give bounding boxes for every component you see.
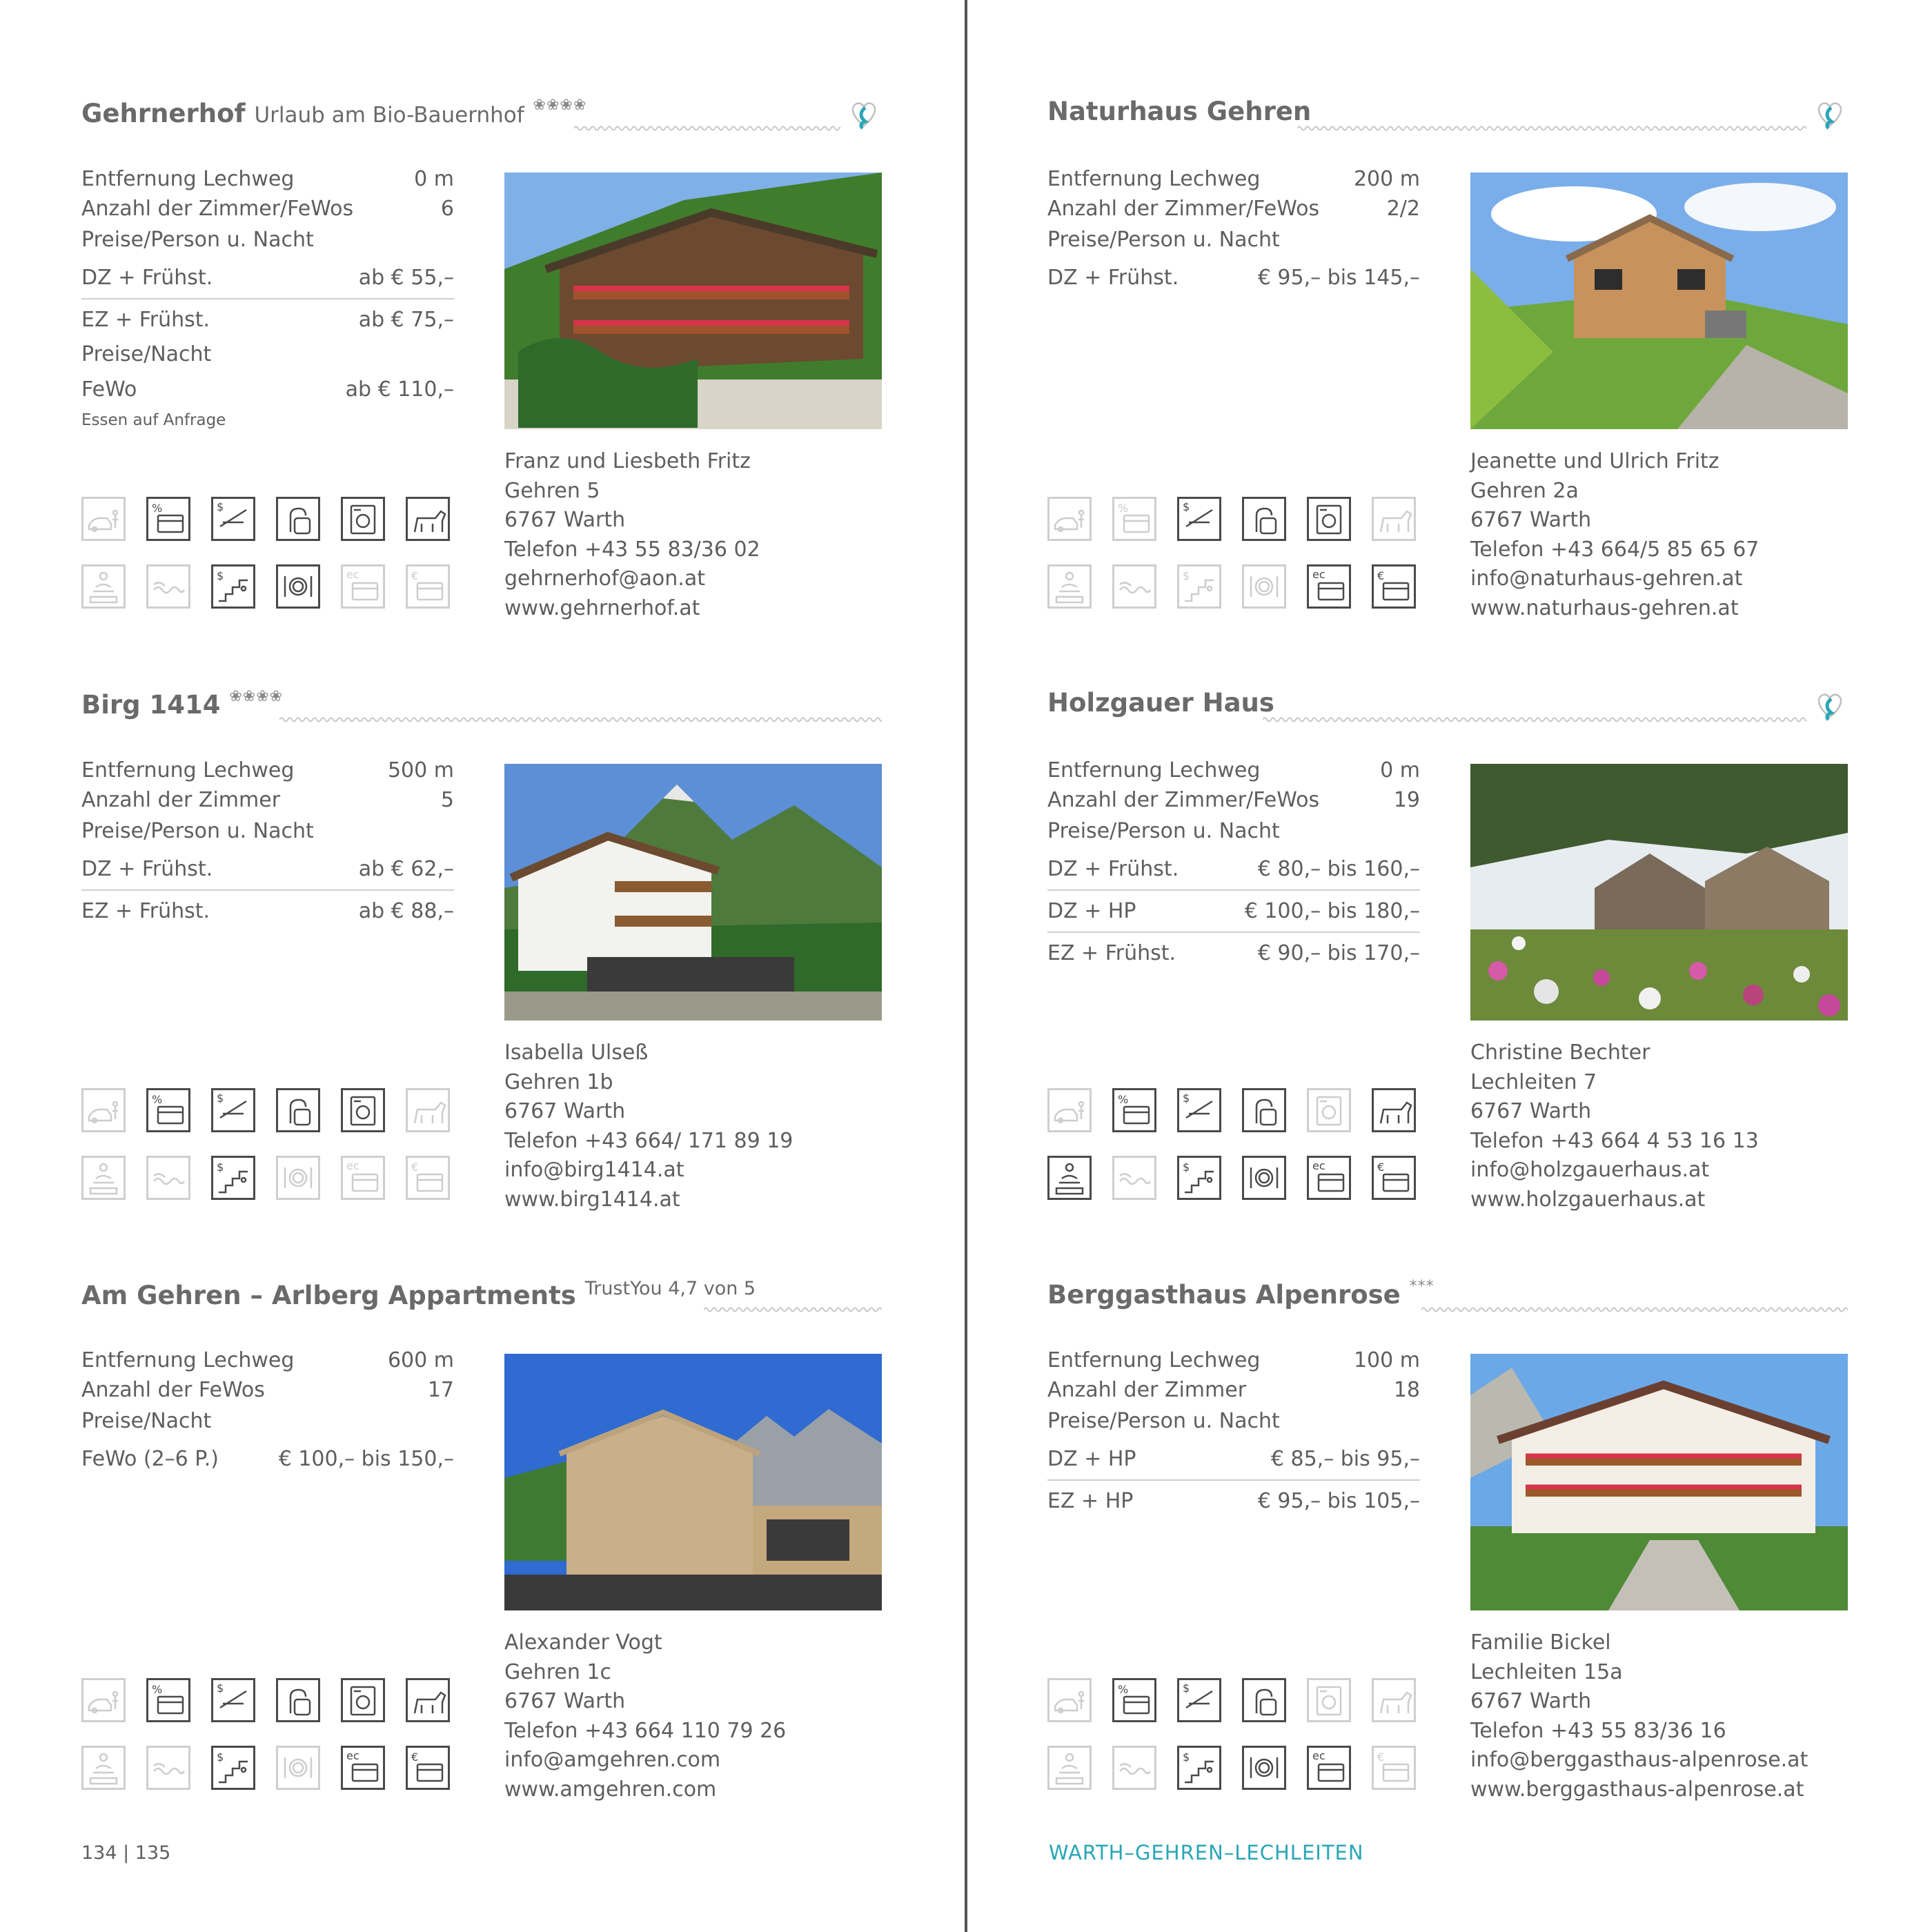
cup-icon bbox=[1242, 1088, 1286, 1132]
svg-text:%: % bbox=[1118, 502, 1129, 515]
sauna-icon bbox=[1112, 564, 1156, 609]
dog-icon bbox=[406, 497, 450, 541]
sauna-icon bbox=[1112, 1156, 1156, 1200]
facts-list bbox=[1047, 756, 1420, 815]
fact-row bbox=[81, 194, 454, 224]
decorative-wave-line bbox=[574, 121, 840, 135]
star-rating: ❀❀❀❀ bbox=[229, 688, 284, 705]
contact-email[interactable]: info@naturhaus-gehren.at bbox=[1470, 566, 1743, 591]
svg-text:€: € bbox=[1377, 1751, 1385, 1764]
price-value: ab € 110,– bbox=[345, 377, 454, 402]
contact-phone: Telefon +43 664/5 85 65 67 bbox=[1470, 537, 1759, 562]
entry-title bbox=[81, 688, 283, 720]
contact-city: 6767 Warth bbox=[504, 508, 626, 532]
contact-name: Isabella Ulseß bbox=[504, 1041, 649, 1065]
stairs-icon bbox=[1177, 1156, 1221, 1200]
euro-card-icon bbox=[1372, 1156, 1416, 1200]
svg-text:$: $ bbox=[1183, 500, 1190, 513]
accommodation-entry bbox=[81, 673, 882, 1225]
price-value: € 95,– bis 105,– bbox=[1257, 1488, 1420, 1513]
accommodation-name: Gehrnerhof bbox=[81, 99, 246, 128]
price-row bbox=[81, 299, 454, 340]
contact-email[interactable]: info@berggasthaus-alpenrose.at bbox=[1470, 1748, 1808, 1772]
svg-text:$: $ bbox=[217, 1161, 224, 1174]
entry-title bbox=[81, 97, 586, 128]
massage-icon bbox=[81, 1746, 126, 1790]
contact-street: Gehren 2a bbox=[1470, 478, 1579, 503]
contact-name: Alexander Vogt bbox=[504, 1630, 662, 1655]
washing-machine-icon bbox=[1307, 1088, 1351, 1132]
massage-icon bbox=[1047, 1156, 1092, 1200]
cup-icon bbox=[276, 1678, 320, 1722]
price-row bbox=[81, 257, 454, 299]
price-row bbox=[1047, 1438, 1420, 1481]
fact-value: 0 m bbox=[414, 167, 454, 191]
price-label: EZ + Frühst. bbox=[1047, 940, 1176, 965]
svg-text:%: % bbox=[1118, 1093, 1129, 1106]
fact-label: Anzahl der Zimmer bbox=[81, 788, 281, 812]
fact-row bbox=[1047, 194, 1420, 224]
fact-value: 2/2 bbox=[1386, 197, 1420, 221]
fact-row bbox=[81, 1346, 454, 1375]
accommodation-name: Berggasthaus Alpenrose bbox=[1047, 1280, 1401, 1310]
massage-icon bbox=[1047, 1746, 1092, 1790]
facts-list bbox=[1047, 164, 1420, 224]
fact-label: Anzahl der Zimmer/FeWos bbox=[1047, 197, 1320, 221]
accommodation-entry bbox=[1047, 673, 1848, 1225]
svg-text:ec: ec bbox=[1312, 1749, 1325, 1762]
contact-street: Lechleiten 15a bbox=[1470, 1659, 1623, 1684]
svg-text:ec: ec bbox=[1312, 1159, 1325, 1172]
price-row bbox=[81, 368, 454, 410]
svg-text:%: % bbox=[152, 1093, 163, 1106]
cup-icon bbox=[1242, 1678, 1286, 1722]
svg-text:ec: ec bbox=[346, 1159, 359, 1172]
car-person-icon bbox=[1047, 497, 1092, 541]
accommodation-photo bbox=[1470, 172, 1848, 429]
discount-card-icon bbox=[1112, 1088, 1156, 1132]
fact-label: Anzahl der Zimmer/FeWos bbox=[81, 197, 354, 221]
trustyou-rating: TrustYou 4,7 von 5 bbox=[584, 1278, 756, 1299]
fact-label: Anzahl der Zimmer bbox=[1047, 1378, 1247, 1402]
svg-text:ec: ec bbox=[346, 568, 359, 581]
dining-icon bbox=[1242, 1746, 1286, 1790]
food-note: Essen auf Anfrage bbox=[81, 411, 226, 429]
fact-value: 500 m bbox=[387, 758, 454, 782]
no-smoking-icon bbox=[211, 497, 255, 541]
price-value: € 100,– bis 180,– bbox=[1244, 898, 1420, 923]
fact-row bbox=[1047, 1346, 1420, 1375]
cup-icon bbox=[276, 497, 320, 541]
svg-text:$: $ bbox=[1183, 569, 1190, 582]
car-person-icon bbox=[1047, 1088, 1092, 1132]
fact-row bbox=[81, 756, 454, 785]
prices-heading: Preise/Person u. Nacht bbox=[1047, 228, 1280, 252]
price-label: FeWo bbox=[81, 377, 137, 402]
amenity-icons bbox=[81, 1088, 458, 1211]
svg-text:$: $ bbox=[217, 500, 224, 513]
dining-icon bbox=[276, 1156, 320, 1200]
price-row bbox=[1047, 932, 1420, 974]
stairs-icon bbox=[211, 564, 255, 609]
heart-icon bbox=[1813, 97, 1846, 130]
dog-icon bbox=[1372, 497, 1416, 541]
decorative-wave-line bbox=[1421, 1303, 1848, 1317]
accommodation-photo bbox=[504, 764, 882, 1021]
entry-title bbox=[81, 1278, 756, 1310]
svg-text:€: € bbox=[1377, 1161, 1385, 1174]
contact-website[interactable]: www.amgehren.com bbox=[504, 1777, 717, 1802]
prices-heading: Preise/Person u. Nacht bbox=[1047, 1409, 1280, 1433]
contact-name: Christine Bechter bbox=[1470, 1041, 1650, 1065]
price-value: € 95,– bis 145,– bbox=[1257, 265, 1420, 290]
stairs-icon bbox=[1177, 1746, 1221, 1790]
no-smoking-icon bbox=[211, 1678, 255, 1722]
svg-text:ec: ec bbox=[1312, 568, 1325, 581]
contact-website[interactable]: www.birg1414.at bbox=[504, 1187, 680, 1212]
contact-block bbox=[1470, 1628, 1857, 1804]
fact-value: 18 bbox=[1393, 1378, 1420, 1402]
fact-row bbox=[1047, 164, 1420, 194]
fact-value: 600 m bbox=[387, 1348, 454, 1372]
accommodation-entry bbox=[1047, 81, 1848, 633]
amenity-icons bbox=[81, 497, 458, 620]
euro-card-icon bbox=[1372, 564, 1416, 609]
star-rating: *** bbox=[1409, 1278, 1435, 1295]
contact-phone: Telefon +43 664 4 53 16 13 bbox=[1470, 1128, 1759, 1153]
accommodation-name: Am Gehren – Arlberg Appartments bbox=[81, 1281, 576, 1310]
price-row bbox=[1047, 848, 1420, 891]
entry-header bbox=[1047, 1263, 1848, 1318]
page-numbers: 134 | 135 bbox=[81, 1842, 171, 1864]
washing-machine-icon bbox=[341, 1088, 385, 1132]
fact-label: Entfernung Lechweg bbox=[1047, 1348, 1261, 1372]
accommodation-name: Naturhaus Gehren bbox=[1047, 97, 1312, 126]
ec-card-icon bbox=[1307, 564, 1351, 609]
price-label: DZ + Frühst. bbox=[81, 265, 213, 290]
svg-text:%: % bbox=[1118, 1683, 1129, 1696]
stairs-icon bbox=[211, 1156, 255, 1200]
price-value: € 85,– bis 95,– bbox=[1270, 1446, 1420, 1471]
contact-street: Gehren 1c bbox=[504, 1659, 611, 1684]
prices-heading: Preise/Nacht bbox=[81, 1409, 212, 1433]
dining-icon bbox=[1242, 1156, 1286, 1200]
price-label: DZ + HP bbox=[1047, 1446, 1136, 1471]
washing-machine-icon bbox=[1307, 1678, 1351, 1722]
contact-email[interactable]: info@amgehren.com bbox=[504, 1748, 721, 1772]
price-value: ab € 55,– bbox=[358, 265, 454, 290]
price-label: EZ + HP bbox=[1047, 1488, 1134, 1513]
contact-phone: Telefon +43 55 83/36 02 bbox=[504, 537, 760, 562]
heart-icon bbox=[847, 97, 880, 130]
contact-city: 6767 Warth bbox=[1470, 1099, 1592, 1123]
entry-title bbox=[1047, 97, 1311, 126]
heart-icon bbox=[1813, 688, 1846, 721]
no-smoking-icon bbox=[1177, 497, 1221, 541]
contact-website[interactable]: www.gehrnerhof.at bbox=[504, 595, 700, 620]
prices-heading: Preise/Person u. Nacht bbox=[81, 228, 314, 252]
svg-text:%: % bbox=[152, 1683, 163, 1696]
fact-label: Entfernung Lechweg bbox=[81, 1348, 295, 1372]
accommodation-entry bbox=[1047, 1263, 1848, 1815]
dog-icon bbox=[1372, 1088, 1416, 1132]
contact-website[interactable]: www.naturhaus-gehren.at bbox=[1470, 595, 1739, 620]
contact-street: Gehren 1b bbox=[504, 1070, 613, 1094]
price-row bbox=[1047, 257, 1420, 298]
amenity-icons bbox=[81, 1678, 458, 1801]
fact-row bbox=[1047, 756, 1420, 785]
contact-phone: Telefon +43 664/ 171 89 19 bbox=[504, 1128, 793, 1153]
svg-text:$: $ bbox=[1183, 1682, 1190, 1695]
facts-list bbox=[81, 164, 454, 224]
discount-card-icon bbox=[146, 1678, 190, 1722]
amenity-icons bbox=[1047, 1088, 1424, 1211]
cup-icon bbox=[1242, 497, 1286, 541]
fact-label: Entfernung Lechweg bbox=[1047, 758, 1261, 782]
car-person-icon bbox=[1047, 1678, 1092, 1722]
price-row bbox=[81, 1438, 454, 1479]
svg-text:$: $ bbox=[217, 569, 224, 582]
prices-heading: Preise/Person u. Nacht bbox=[81, 819, 314, 843]
ec-card-icon bbox=[341, 1746, 385, 1790]
contact-phone: Telefon +43 664 110 79 26 bbox=[504, 1718, 787, 1743]
contact-city: 6767 Warth bbox=[504, 1689, 626, 1713]
book-spine bbox=[965, 0, 967, 1932]
fact-row bbox=[81, 1375, 454, 1405]
dining-icon bbox=[276, 1746, 320, 1790]
ec-card-icon bbox=[341, 564, 385, 609]
contact-street: Lechleiten 7 bbox=[1470, 1070, 1597, 1094]
car-person-icon bbox=[81, 1678, 126, 1722]
massage-icon bbox=[81, 1156, 126, 1200]
price-row bbox=[1047, 1480, 1420, 1521]
accommodation-entry bbox=[81, 1263, 882, 1815]
dog-icon bbox=[1372, 1678, 1416, 1722]
contact-block bbox=[504, 1038, 891, 1214]
fact-value: 200 m bbox=[1353, 167, 1420, 191]
no-smoking-icon bbox=[211, 1088, 255, 1132]
accommodation-photo bbox=[1470, 1354, 1848, 1610]
facts-list bbox=[81, 1346, 454, 1405]
discount-card-icon bbox=[146, 497, 190, 541]
contact-name: Familie Bickel bbox=[1470, 1630, 1611, 1655]
svg-text:$: $ bbox=[217, 1092, 224, 1105]
contact-block bbox=[1470, 447, 1857, 623]
fact-label: Entfernung Lechweg bbox=[81, 167, 295, 191]
dog-icon bbox=[406, 1088, 450, 1132]
massage-icon bbox=[81, 564, 126, 609]
fact-value: 5 bbox=[440, 788, 454, 812]
price-value: € 90,– bis 170,– bbox=[1257, 940, 1420, 965]
contact-website[interactable]: www.berggasthaus-alpenrose.at bbox=[1470, 1777, 1804, 1802]
region-footer: WARTH–GEHREN–LECHLEITEN bbox=[1049, 1841, 1364, 1864]
svg-text:€: € bbox=[411, 1161, 419, 1174]
svg-text:€: € bbox=[1377, 569, 1385, 582]
decorative-wave-line bbox=[1297, 121, 1806, 135]
fact-row bbox=[81, 164, 454, 194]
euro-card-icon bbox=[406, 564, 450, 609]
svg-text:$: $ bbox=[1183, 1092, 1190, 1105]
fact-row bbox=[1047, 785, 1420, 815]
accommodation-name: Birg 1414 bbox=[81, 690, 221, 720]
star-rating: ❀❀❀❀ bbox=[533, 97, 587, 114]
sauna-icon bbox=[146, 1156, 190, 1200]
accommodation-subtitle: Urlaub am Bio-Bauernhof bbox=[254, 103, 524, 128]
svg-text:$: $ bbox=[1183, 1161, 1190, 1174]
contact-city: 6767 Warth bbox=[1470, 1689, 1592, 1713]
stairs-icon bbox=[1177, 564, 1221, 609]
prices-heading: Preise/Person u. Nacht bbox=[1047, 819, 1280, 843]
price-row bbox=[81, 890, 454, 931]
contact-name: Franz und Liesbeth Fritz bbox=[504, 449, 751, 473]
accommodation-name: Holzgauer Haus bbox=[1047, 688, 1274, 718]
price-label: DZ + Frühst. bbox=[1047, 265, 1179, 290]
fact-row bbox=[81, 785, 454, 815]
svg-text:$: $ bbox=[217, 1751, 224, 1764]
facts-list bbox=[81, 756, 454, 815]
discount-card-icon bbox=[146, 1088, 190, 1132]
contact-city: 6767 Warth bbox=[504, 1099, 626, 1123]
fact-label: Entfernung Lechweg bbox=[1047, 167, 1261, 191]
dining-icon bbox=[276, 564, 320, 609]
price-value: ab € 75,– bbox=[358, 307, 454, 332]
cup-icon bbox=[276, 1088, 320, 1132]
entry-header bbox=[1047, 81, 1848, 137]
price-label: DZ + Frühst. bbox=[81, 856, 213, 881]
entry-header bbox=[81, 81, 882, 137]
svg-text:$: $ bbox=[217, 1682, 224, 1695]
euro-card-icon bbox=[406, 1156, 450, 1200]
entry-header bbox=[81, 1263, 882, 1318]
euro-card-icon bbox=[406, 1746, 450, 1790]
contact-block bbox=[504, 447, 891, 623]
fact-value: 6 bbox=[440, 197, 454, 221]
no-smoking-icon bbox=[1177, 1088, 1221, 1132]
washing-machine-icon bbox=[1307, 497, 1351, 541]
decorative-wave-line bbox=[1263, 713, 1806, 727]
dining-icon bbox=[1242, 564, 1286, 609]
washing-machine-icon bbox=[341, 1678, 385, 1722]
entry-header bbox=[1047, 673, 1848, 728]
sauna-icon bbox=[146, 1746, 190, 1790]
contact-city: 6767 Warth bbox=[1470, 508, 1592, 532]
entry-title bbox=[1047, 688, 1274, 718]
fact-value: 0 m bbox=[1380, 758, 1420, 782]
massage-icon bbox=[1047, 564, 1092, 609]
entry-header bbox=[81, 673, 882, 728]
fact-label: Entfernung Lechweg bbox=[81, 758, 295, 782]
ec-card-icon bbox=[1307, 1746, 1351, 1790]
euro-card-icon bbox=[1372, 1746, 1416, 1790]
fact-label: Anzahl der FeWos bbox=[81, 1378, 265, 1402]
car-person-icon bbox=[81, 497, 126, 541]
ec-card-icon bbox=[1307, 1156, 1351, 1200]
contact-email[interactable]: gehrnerhof@aon.at bbox=[504, 566, 705, 591]
contact-block bbox=[1470, 1038, 1857, 1214]
fact-value: 17 bbox=[427, 1378, 454, 1402]
svg-text:€: € bbox=[411, 569, 419, 582]
price-value: € 80,– bis 160,– bbox=[1257, 856, 1420, 881]
stairs-icon bbox=[211, 1746, 255, 1790]
fact-value: 100 m bbox=[1353, 1348, 1420, 1372]
dog-icon bbox=[406, 1678, 450, 1722]
accommodation-photo bbox=[504, 172, 882, 429]
accommodation-entry bbox=[81, 81, 882, 633]
accommodation-photo bbox=[1470, 764, 1848, 1021]
decorative-wave-line bbox=[279, 713, 882, 727]
contact-block bbox=[504, 1628, 891, 1804]
amenity-icons bbox=[1047, 1678, 1424, 1801]
ec-card-icon bbox=[341, 1156, 385, 1200]
svg-text:€: € bbox=[411, 1751, 419, 1764]
contact-website[interactable]: www.holzgauerhaus.at bbox=[1470, 1187, 1706, 1212]
prices-heading-apartment: Preise/Nacht bbox=[81, 342, 212, 366]
price-value: ab € 88,– bbox=[358, 898, 454, 923]
price-label: EZ + Frühst. bbox=[81, 307, 210, 332]
svg-text:$: $ bbox=[1183, 1751, 1190, 1764]
fact-row bbox=[1047, 1375, 1420, 1405]
sauna-icon bbox=[1112, 1746, 1156, 1790]
accommodation-photo bbox=[504, 1354, 882, 1610]
price-value: ab € 62,– bbox=[358, 856, 454, 881]
fact-label: Anzahl der Zimmer/FeWos bbox=[1047, 788, 1320, 812]
svg-text:%: % bbox=[152, 502, 163, 515]
car-person-icon bbox=[81, 1088, 126, 1132]
price-row bbox=[1047, 890, 1420, 933]
decorative-wave-line bbox=[704, 1303, 882, 1317]
price-label: DZ + Frühst. bbox=[1047, 856, 1179, 881]
contact-phone: Telefon +43 55 83/36 16 bbox=[1470, 1718, 1726, 1743]
sauna-icon bbox=[146, 564, 190, 609]
washing-machine-icon bbox=[341, 497, 385, 541]
contact-name: Jeanette und Ulrich Fritz bbox=[1470, 449, 1719, 473]
price-value: € 100,– bis 150,– bbox=[278, 1446, 454, 1471]
facts-list bbox=[1047, 1346, 1420, 1405]
price-label: EZ + Frühst. bbox=[81, 898, 210, 923]
price-label: FeWo (2–6 P.) bbox=[81, 1446, 219, 1471]
price-row bbox=[81, 848, 454, 891]
discount-card-icon bbox=[1112, 497, 1156, 541]
contact-email[interactable]: info@birg1414.at bbox=[504, 1158, 684, 1182]
contact-email[interactable]: info@holzgauerhaus.at bbox=[1470, 1158, 1710, 1182]
fact-value: 19 bbox=[1393, 788, 1420, 812]
discount-card-icon bbox=[1112, 1678, 1156, 1722]
amenity-icons bbox=[1047, 497, 1424, 620]
price-label: DZ + HP bbox=[1047, 898, 1136, 923]
entry-title bbox=[1047, 1278, 1435, 1310]
contact-street: Gehren 5 bbox=[504, 478, 600, 503]
no-smoking-icon bbox=[1177, 1678, 1221, 1722]
svg-text:ec: ec bbox=[346, 1749, 359, 1762]
